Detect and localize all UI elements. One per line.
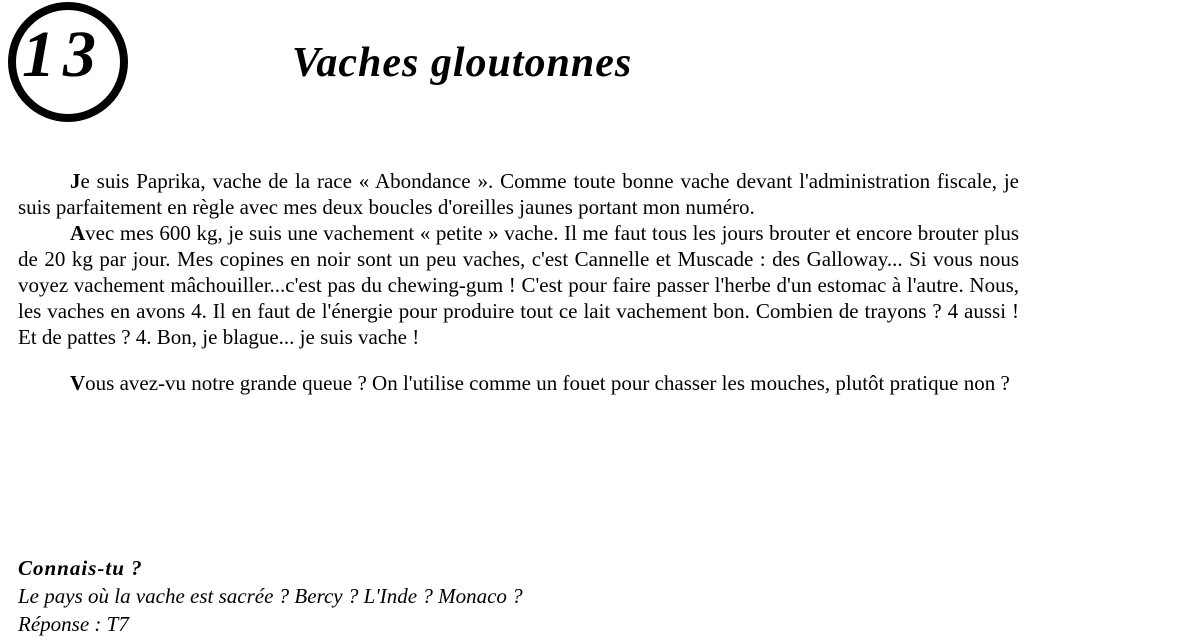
- paragraph-2-initial: A: [70, 221, 86, 245]
- chapter-number-badge: [8, 2, 128, 122]
- quiz-box: [18, 554, 523, 638]
- chapter-number: 13: [22, 18, 104, 91]
- story-text: [18, 168, 1019, 396]
- paragraph-3: [18, 370, 1019, 396]
- paragraph-1-text: e suis Paprika, vache de la race « Abondance ». Comme toute bonne vache devant l'administration fiscale, je suis parfaitement en règle avec mes deux boucles d'oreilles jaunes portant mon numéro.: [18, 169, 1019, 219]
- quiz-heading: Connais-tu ?: [18, 556, 143, 580]
- quiz-answer: Réponse : T7: [18, 612, 129, 636]
- paragraph-2-text: vec mes 600 kg, je suis une vachement « petite » vache. Il me faut tous les jours brouter et encore brouter plus de 20 kg par jour. Mes copines en noir sont un peu vaches, c'est Cannelle et Muscade : des Galloway... Si vous nous voyez vachement mâchouiller...c'est pas du chewing-gum ! C'est pour faire passer l'herbe d'un estomac à l'autre. Nous, les vaches en avons 4. Il en faut de l'énergie pour produire tout ce lait vachement bon. Combien de trayons ? 4 aussi ! Et de pattes ? 4. Bon, je blague... je suis vache !: [18, 221, 1019, 349]
- paragraph-3-text: ous avez-vu notre grande queue ? On l'utilise comme un fouet pour chasser les mouches, plutôt pratique non ?: [85, 371, 1010, 395]
- paragraph-3-initial: V: [70, 371, 86, 395]
- page-title: Vaches gloutonnes: [292, 40, 633, 86]
- quiz-question: Le pays où la vache est sacrée ? Bercy ? L'Inde ? Monaco ?: [18, 584, 523, 608]
- paragraph-1-initial: J: [70, 169, 81, 193]
- paragraph-2: [18, 220, 1019, 350]
- paragraph-1: [18, 168, 1019, 220]
